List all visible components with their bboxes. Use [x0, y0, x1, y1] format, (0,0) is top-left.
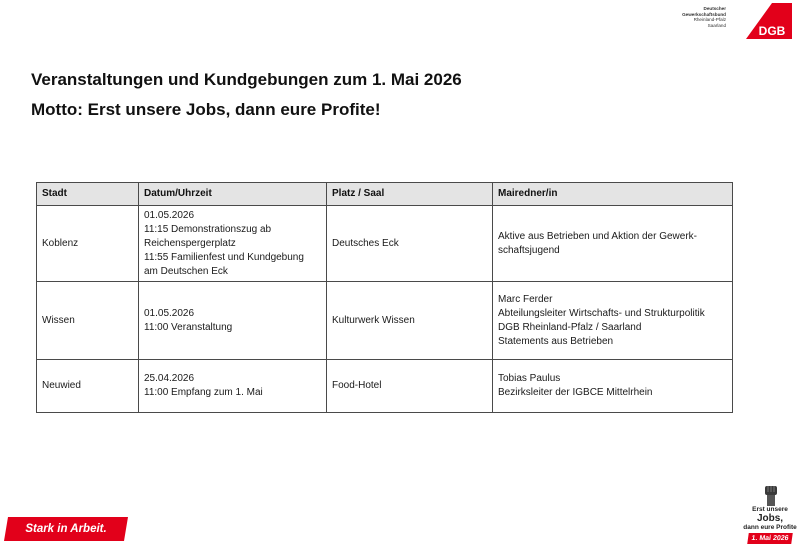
- datum-line: 25.04.2026: [144, 373, 195, 384]
- datum-line: 01.05.2026: [144, 307, 195, 319]
- cell-stadt: Neuwied: [37, 360, 139, 413]
- events-table: [36, 182, 733, 413]
- cell-stadt: Koblenz: [37, 206, 139, 282]
- redner-line: Bezirksleiter der IGBCE Mittelrhein: [498, 387, 653, 398]
- cell-platz: Kulturwerk Wissen: [327, 282, 493, 360]
- cell-platz: Deutsches Eck: [327, 206, 493, 282]
- slogan-text: Stark in Arbeit.: [25, 523, 107, 535]
- header-stadt: Stadt: [37, 183, 139, 206]
- table-row: [37, 360, 733, 413]
- badge-line-1: Erst unsere: [752, 506, 788, 513]
- datum-line: 01.05.2026: [144, 209, 195, 221]
- cell-datum: [139, 282, 327, 360]
- logo-line-2: Gewerkschaftsbund: [682, 11, 726, 17]
- cell-redner: [493, 206, 733, 282]
- datum-line: 11:00 Empfang zum 1. Mai: [144, 387, 263, 398]
- datum-line: Reichenspergerplatz: [144, 237, 236, 249]
- logo-line-1: Deutscher: [703, 6, 726, 11]
- redner-line: Aktive aus Betrieben und Aktion der Gewerk-: [498, 230, 697, 242]
- table-row: [37, 282, 733, 360]
- dgb-logo-mark: [728, 3, 792, 39]
- cell-redner: [493, 360, 733, 413]
- redner-line: Marc Ferder: [498, 293, 553, 305]
- motto-badge: [742, 484, 798, 546]
- table-header-row: [37, 183, 733, 206]
- cell-stadt: Wissen: [37, 282, 139, 360]
- redner-line: DGB Rheinland-Pfalz / Saarland: [498, 321, 642, 333]
- redner-line: Tobias Paulus: [498, 373, 561, 384]
- datum-line: am Deutschen Eck: [144, 265, 228, 277]
- badge-line-3: dann eure Profite: [743, 524, 797, 531]
- cell-datum: [139, 360, 327, 413]
- badge-line-2: Jobs,: [756, 513, 784, 524]
- dgb-logo: [668, 3, 792, 39]
- badge-date: 1. Mai 2026: [747, 533, 793, 544]
- redner-line: Abteilungsleiter Wirtschafts- und Strukturpolitik: [498, 307, 705, 319]
- dgb-logo-text: [668, 6, 726, 28]
- cell-platz: Food-Hotel: [327, 360, 493, 413]
- cell-redner: [493, 282, 733, 360]
- logo-line-4: Saarland: [707, 22, 726, 28]
- table-row: [37, 206, 733, 282]
- raised-fist-icon: [761, 484, 781, 506]
- datum-line: 11:55 Familienfest und Kundgebung: [144, 251, 304, 263]
- redner-line: Statements aus Betrieben: [498, 335, 614, 347]
- logo-line-3: Rheinland-Pfalz: [693, 17, 726, 23]
- header-redner: Mairedner/in: [493, 183, 733, 206]
- header-datum: Datum/Uhrzeit: [139, 183, 327, 206]
- redner-line: schaftsjugend: [498, 244, 560, 256]
- dgb-logo-mark-text: DGB: [758, 24, 786, 38]
- datum-line: 11:15 Demonstrationszug ab: [144, 223, 272, 235]
- datum-line: 11:00 Veranstaltung: [144, 321, 233, 333]
- slogan-banner: [4, 517, 128, 541]
- motto-heading: Motto: Erst unsere Jobs, dann eure Profite!: [31, 100, 381, 119]
- page-title: Veranstaltungen und Kundgebungen zum 1. Mai 2026: [31, 70, 462, 89]
- cell-datum: [139, 206, 327, 282]
- header-platz: Platz / Saal: [327, 183, 493, 206]
